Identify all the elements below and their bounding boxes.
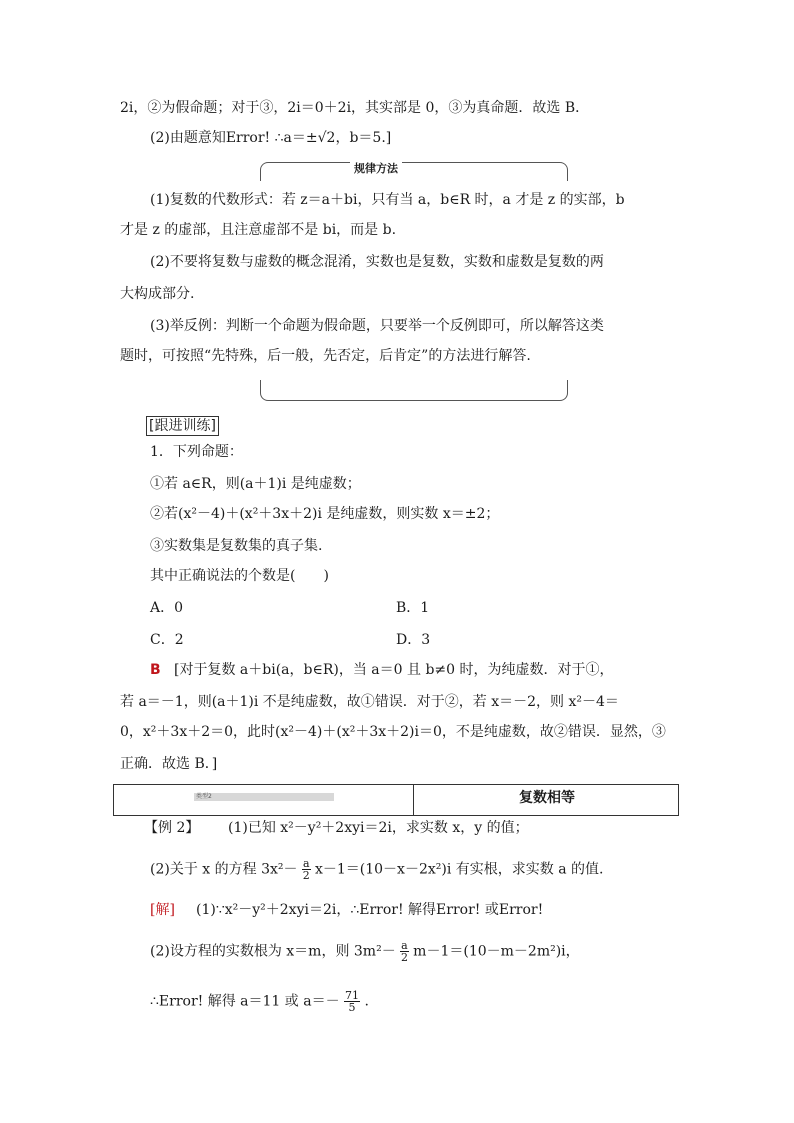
example-question-2: (2)关于 x 的方程 3x²－ $\frac{a}{2}$ x－1＝(10－x－2x²)i 有实根，求实数 a 的值. <box>150 857 604 882</box>
practice-statement: ②若(x²－4)＋(x²＋3x＋2)i 是纯虚数，则实数 x＝±2； <box>150 506 500 522</box>
option-a: A．0 <box>150 600 184 616</box>
practice-ask: 其中正确说法的个数是( ) <box>150 568 329 584</box>
solution-text: 正确．故选 B．] <box>120 756 218 772</box>
section-label-bar <box>194 793 334 801</box>
practice-statement: ①若 a∈R，则(a＋1)i 是纯虚数； <box>150 476 361 492</box>
practice-answer: B <box>150 662 161 678</box>
solution-text: 0，x²＋3x＋2＝0，此时(x²－4)＋(x²＋3x＋2)i＝0，不是纯虚数，故②错误．显然，③ <box>120 724 666 740</box>
method-text: (2)不要将复数与虚数的概念混淆，实数也是复数，实数和虚数是复数的两 <box>150 254 604 270</box>
method-text: (1)复数的代数形式：若 z＝a＋bi，只有当 a，b∈R 时，a 才是 z 的实部，b <box>150 192 625 208</box>
method-text: 才是 z 的虚部，且注意虚部不是 bi，而是 b. <box>120 222 397 238</box>
example-solution-2: (2)设方程的实数根为 x＝m，则 3m²－ $\frac{a}{2}$ m－1＝(10－m－2m²)i， <box>150 939 580 964</box>
method-text: 题时，可按照“先特殊，后一般，先否定，后肯定”的方法进行解答. <box>120 348 531 364</box>
option-c: C．2 <box>150 632 184 648</box>
continued-text-line: 2i，②为假命题；对于③，2i＝0＋2i，其实部是 0，③为真命题．故选 B． <box>120 100 590 116</box>
example-solution-1: (1)∵x²－y²＋2xyi＝2i，∴Error! 解得Error! 或Error! <box>196 902 544 918</box>
fraction: $\frac{71}{5}$ <box>345 989 360 1014</box>
section-header-table <box>113 784 679 816</box>
solution-text: 若 a＝－1，则(a＋1)i 不是纯虚数，故①错误．对于②，若 x＝－2，则 x²－4＝ <box>120 694 619 710</box>
example-label: 【例 2】 <box>144 820 200 836</box>
practice-statement: ③实数集是复数集的真子集. <box>150 538 323 554</box>
option-b: B．1 <box>396 600 430 616</box>
solution-text: [对于复数 a＋bi(a，b∈R)，当 a＝0 且 b≠0 时，为纯虚数．对于①， <box>174 662 614 678</box>
method-box-top <box>260 162 568 181</box>
continued-answer-line: (2)由题意知Error! ∴a＝±√2，b＝5.] <box>150 130 392 146</box>
fraction: $\frac{a}{2}$ <box>400 939 408 964</box>
method-text: (3)举反例：判断一个命题为假命题，只要举一个反例即可，所以解答这类 <box>150 318 604 334</box>
method-box-title: 规律方法 <box>350 160 402 176</box>
option-d: D．3 <box>396 632 431 648</box>
practice-question: 1．下列命题： <box>150 444 243 460</box>
practice-tag: [跟进训练] <box>146 416 219 436</box>
fraction: $\frac{a}{2}$ <box>302 857 310 882</box>
section-label: 类型2 <box>196 793 212 800</box>
method-text: 大构成部分. <box>120 286 195 302</box>
example-question-1: (1)已知 x²－y²＋2xyi＝2i，求实数 x，y 的值； <box>228 820 529 836</box>
solution-label: [解] <box>150 902 175 918</box>
section-title: 复数相等 <box>519 790 575 806</box>
example-solution-3: ∴Error! 解得 a＝11 或 a＝－ $\frac{71}{5}$ . <box>150 989 369 1014</box>
method-box-bottom <box>260 380 568 401</box>
